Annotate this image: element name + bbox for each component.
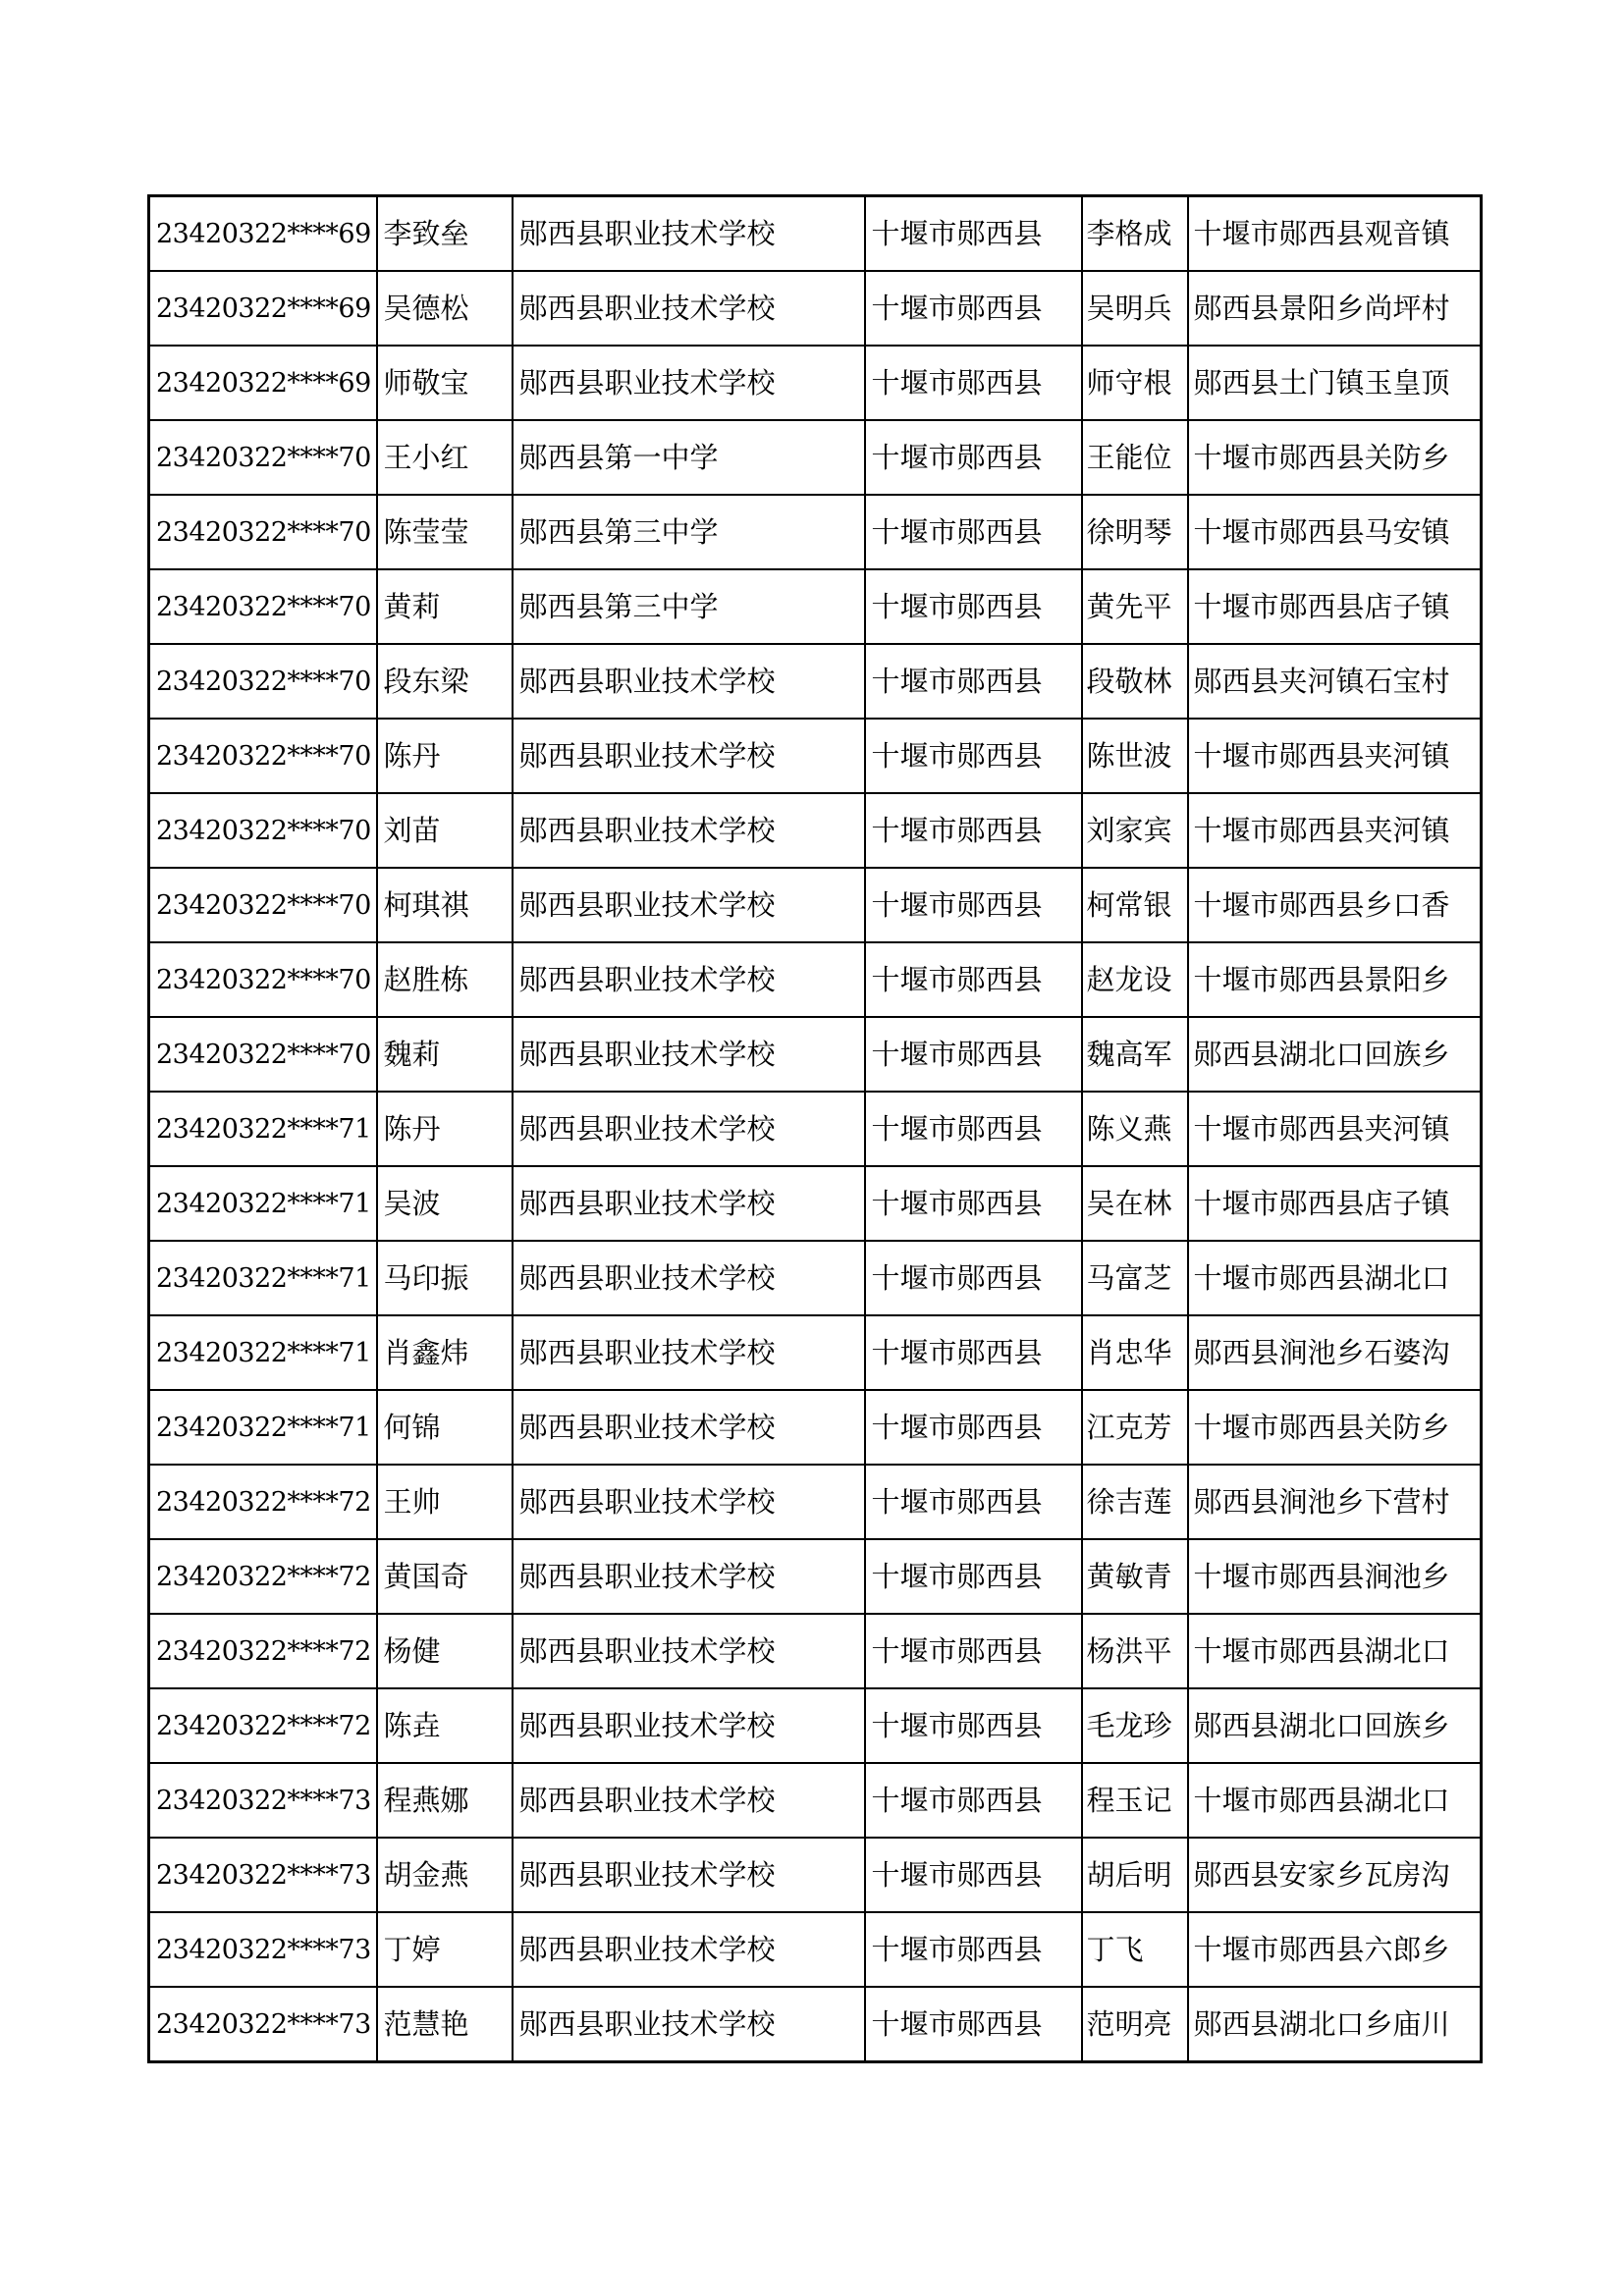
cell-school-name: 郧西县职业技术学校 <box>513 1166 865 1241</box>
cell-home-address: 郧西县湖北口回族乡 <box>1188 1017 1482 1092</box>
cell-region: 十堰市郧西县 <box>865 1166 1082 1241</box>
cell-school-name: 郧西县职业技术学校 <box>513 1838 865 1912</box>
cell-student-name: 魏莉 <box>377 1017 513 1092</box>
cell-home-address: 十堰市郧西县关防乡 <box>1188 1390 1482 1465</box>
cell-id-number: 23420322****70 <box>149 793 377 868</box>
cell-student-name: 丁婷 <box>377 1912 513 1987</box>
table-row <box>149 1017 1482 1092</box>
roster-body <box>149 196 1482 2062</box>
cell-region: 十堰市郧西县 <box>865 793 1082 868</box>
table-row <box>149 1912 1482 1987</box>
cell-id-number: 23420322****72 <box>149 1614 377 1688</box>
cell-school-name: 郧西县职业技术学校 <box>513 1092 865 1166</box>
cell-region: 十堰市郧西县 <box>865 271 1082 346</box>
cell-guardian-name: 范明亮 <box>1082 1987 1188 2062</box>
cell-home-address: 郧西县夹河镇石宝村 <box>1188 644 1482 719</box>
cell-school-name: 郧西县职业技术学校 <box>513 1241 865 1315</box>
cell-student-name: 陈丹 <box>377 719 513 793</box>
cell-region: 十堰市郧西县 <box>865 495 1082 569</box>
cell-home-address: 十堰市郧西县湖北口 <box>1188 1763 1482 1838</box>
cell-id-number: 23420322****70 <box>149 942 377 1017</box>
cell-id-number: 23420322****69 <box>149 271 377 346</box>
table-row <box>149 1987 1482 2062</box>
cell-guardian-name: 江克芳 <box>1082 1390 1188 1465</box>
cell-region: 十堰市郧西县 <box>865 1315 1082 1390</box>
cell-guardian-name: 柯常银 <box>1082 868 1188 942</box>
cell-id-number: 23420322****70 <box>149 495 377 569</box>
cell-school-name: 郧西县职业技术学校 <box>513 868 865 942</box>
cell-region: 十堰市郧西县 <box>865 1465 1082 1539</box>
table-row <box>149 346 1482 420</box>
table-row <box>149 1763 1482 1838</box>
cell-school-name: 郧西县职业技术学校 <box>513 1987 865 2062</box>
cell-school-name: 郧西县职业技术学校 <box>513 271 865 346</box>
cell-home-address: 十堰市郧西县湖北口 <box>1188 1241 1482 1315</box>
table-row <box>149 793 1482 868</box>
cell-home-address: 十堰市郧西县店子镇 <box>1188 569 1482 644</box>
cell-region: 十堰市郧西县 <box>865 1017 1082 1092</box>
cell-region: 十堰市郧西县 <box>865 1912 1082 1987</box>
table-row <box>149 1390 1482 1465</box>
cell-id-number: 23420322****70 <box>149 569 377 644</box>
cell-home-address: 十堰市郧西县夹河镇 <box>1188 719 1482 793</box>
cell-id-number: 23420322****69 <box>149 346 377 420</box>
cell-id-number: 23420322****71 <box>149 1166 377 1241</box>
cell-student-name: 赵胜栋 <box>377 942 513 1017</box>
cell-student-name: 范慧艳 <box>377 1987 513 2062</box>
cell-student-name: 肖鑫炜 <box>377 1315 513 1390</box>
cell-guardian-name: 黄先平 <box>1082 569 1188 644</box>
cell-region: 十堰市郧西县 <box>865 569 1082 644</box>
cell-home-address: 郧西县湖北口回族乡 <box>1188 1688 1482 1763</box>
student-roster-table-container <box>147 194 1483 2063</box>
cell-student-name: 柯琪祺 <box>377 868 513 942</box>
cell-id-number: 23420322****71 <box>149 1241 377 1315</box>
table-row <box>149 942 1482 1017</box>
cell-school-name: 郧西县职业技术学校 <box>513 196 865 272</box>
cell-region: 十堰市郧西县 <box>865 196 1082 272</box>
cell-school-name: 郧西县职业技术学校 <box>513 1465 865 1539</box>
cell-id-number: 23420322****73 <box>149 1763 377 1838</box>
cell-home-address: 十堰市郧西县乡口香 <box>1188 868 1482 942</box>
cell-student-name: 陈丹 <box>377 1092 513 1166</box>
cell-school-name: 郧西县第三中学 <box>513 569 865 644</box>
table-row <box>149 196 1482 272</box>
cell-school-name: 郧西县职业技术学校 <box>513 942 865 1017</box>
cell-school-name: 郧西县职业技术学校 <box>513 793 865 868</box>
cell-id-number: 23420322****73 <box>149 1912 377 1987</box>
cell-guardian-name: 魏高军 <box>1082 1017 1188 1092</box>
cell-region: 十堰市郧西县 <box>865 719 1082 793</box>
cell-school-name: 郧西县职业技术学校 <box>513 1390 865 1465</box>
cell-student-name: 陈垚 <box>377 1688 513 1763</box>
cell-guardian-name: 陈义燕 <box>1082 1092 1188 1166</box>
cell-school-name: 郧西县职业技术学校 <box>513 1912 865 1987</box>
cell-id-number: 23420322****71 <box>149 1390 377 1465</box>
cell-guardian-name: 刘家宾 <box>1082 793 1188 868</box>
cell-guardian-name: 徐吉莲 <box>1082 1465 1188 1539</box>
table-row <box>149 868 1482 942</box>
cell-guardian-name: 吴在林 <box>1082 1166 1188 1241</box>
cell-id-number: 23420322****70 <box>149 868 377 942</box>
table-row <box>149 1539 1482 1614</box>
cell-guardian-name: 师守根 <box>1082 346 1188 420</box>
cell-home-address: 十堰市郧西县夹河镇 <box>1188 1092 1482 1166</box>
cell-region: 十堰市郧西县 <box>865 1763 1082 1838</box>
cell-student-name: 何锦 <box>377 1390 513 1465</box>
cell-guardian-name: 胡后明 <box>1082 1838 1188 1912</box>
table-row <box>149 1838 1482 1912</box>
cell-school-name: 郧西县职业技术学校 <box>513 1017 865 1092</box>
cell-id-number: 23420322****72 <box>149 1539 377 1614</box>
cell-home-address: 郧西县湖北口乡庙川 <box>1188 1987 1482 2062</box>
cell-guardian-name: 吴明兵 <box>1082 271 1188 346</box>
cell-region: 十堰市郧西县 <box>865 1390 1082 1465</box>
table-row <box>149 1241 1482 1315</box>
cell-school-name: 郧西县职业技术学校 <box>513 719 865 793</box>
cell-student-name: 师敬宝 <box>377 346 513 420</box>
cell-student-name: 王帅 <box>377 1465 513 1539</box>
cell-region: 十堰市郧西县 <box>865 1688 1082 1763</box>
table-row <box>149 1614 1482 1688</box>
cell-guardian-name: 赵龙设 <box>1082 942 1188 1017</box>
cell-home-address: 十堰市郧西县关防乡 <box>1188 420 1482 495</box>
cell-home-address: 十堰市郧西县店子镇 <box>1188 1166 1482 1241</box>
cell-guardian-name: 李格成 <box>1082 196 1188 272</box>
cell-guardian-name: 王能位 <box>1082 420 1188 495</box>
table-row <box>149 644 1482 719</box>
cell-home-address: 十堰市郧西县夹河镇 <box>1188 793 1482 868</box>
cell-school-name: 郧西县职业技术学校 <box>513 1763 865 1838</box>
cell-id-number: 23420322****69 <box>149 196 377 272</box>
cell-region: 十堰市郧西县 <box>865 868 1082 942</box>
table-row <box>149 1465 1482 1539</box>
cell-home-address: 十堰市郧西县六郎乡 <box>1188 1912 1482 1987</box>
cell-home-address: 十堰市郧西县马安镇 <box>1188 495 1482 569</box>
cell-guardian-name: 陈世波 <box>1082 719 1188 793</box>
cell-region: 十堰市郧西县 <box>865 644 1082 719</box>
cell-student-name: 吴波 <box>377 1166 513 1241</box>
cell-id-number: 23420322****70 <box>149 719 377 793</box>
cell-region: 十堰市郧西县 <box>865 942 1082 1017</box>
cell-guardian-name: 肖忠华 <box>1082 1315 1188 1390</box>
cell-student-name: 吴德松 <box>377 271 513 346</box>
table-row <box>149 569 1482 644</box>
cell-home-address: 郧西县土门镇玉皇顶 <box>1188 346 1482 420</box>
table-row <box>149 495 1482 569</box>
cell-school-name: 郧西县第三中学 <box>513 495 865 569</box>
table-row <box>149 1688 1482 1763</box>
cell-school-name: 郧西县职业技术学校 <box>513 346 865 420</box>
cell-id-number: 23420322****70 <box>149 420 377 495</box>
cell-school-name: 郧西县职业技术学校 <box>513 1688 865 1763</box>
cell-region: 十堰市郧西县 <box>865 1241 1082 1315</box>
table-row <box>149 1166 1482 1241</box>
cell-region: 十堰市郧西县 <box>865 1539 1082 1614</box>
cell-home-address: 十堰市郧西县湖北口 <box>1188 1614 1482 1688</box>
cell-region: 十堰市郧西县 <box>865 1838 1082 1912</box>
cell-region: 十堰市郧西县 <box>865 346 1082 420</box>
cell-id-number: 23420322****73 <box>149 1987 377 2062</box>
cell-student-name: 陈莹莹 <box>377 495 513 569</box>
cell-student-name: 王小红 <box>377 420 513 495</box>
cell-school-name: 郧西县职业技术学校 <box>513 644 865 719</box>
cell-guardian-name: 段敬林 <box>1082 644 1188 719</box>
table-row <box>149 1315 1482 1390</box>
cell-guardian-name: 徐明琴 <box>1082 495 1188 569</box>
cell-id-number: 23420322****72 <box>149 1465 377 1539</box>
table-row <box>149 420 1482 495</box>
cell-id-number: 23420322****70 <box>149 1017 377 1092</box>
cell-home-address: 十堰市郧西县涧池乡 <box>1188 1539 1482 1614</box>
cell-school-name: 郧西县第一中学 <box>513 420 865 495</box>
cell-guardian-name: 丁飞 <box>1082 1912 1188 1987</box>
cell-id-number: 23420322****71 <box>149 1092 377 1166</box>
cell-student-name: 杨健 <box>377 1614 513 1688</box>
cell-id-number: 23420322****70 <box>149 644 377 719</box>
cell-home-address: 郧西县涧池乡下营村 <box>1188 1465 1482 1539</box>
cell-guardian-name: 马富芝 <box>1082 1241 1188 1315</box>
cell-student-name: 胡金燕 <box>377 1838 513 1912</box>
cell-student-name: 程燕娜 <box>377 1763 513 1838</box>
cell-region: 十堰市郧西县 <box>865 1092 1082 1166</box>
cell-guardian-name: 程玉记 <box>1082 1763 1188 1838</box>
cell-id-number: 23420322****72 <box>149 1688 377 1763</box>
cell-home-address: 十堰市郧西县景阳乡 <box>1188 942 1482 1017</box>
cell-home-address: 郧西县景阳乡尚坪村 <box>1188 271 1482 346</box>
cell-guardian-name: 毛龙珍 <box>1082 1688 1188 1763</box>
cell-school-name: 郧西县职业技术学校 <box>513 1539 865 1614</box>
cell-student-name: 黄国奇 <box>377 1539 513 1614</box>
cell-student-name: 刘苗 <box>377 793 513 868</box>
cell-region: 十堰市郧西县 <box>865 1987 1082 2062</box>
cell-student-name: 段东梁 <box>377 644 513 719</box>
cell-home-address: 十堰市郧西县观音镇 <box>1188 196 1482 272</box>
cell-school-name: 郧西县职业技术学校 <box>513 1315 865 1390</box>
cell-student-name: 黄莉 <box>377 569 513 644</box>
cell-id-number: 23420322****71 <box>149 1315 377 1390</box>
cell-home-address: 郧西县涧池乡石婆沟 <box>1188 1315 1482 1390</box>
table-row <box>149 719 1482 793</box>
cell-guardian-name: 黄敏青 <box>1082 1539 1188 1614</box>
cell-region: 十堰市郧西县 <box>865 420 1082 495</box>
cell-guardian-name: 杨洪平 <box>1082 1614 1188 1688</box>
cell-student-name: 李致垒 <box>377 196 513 272</box>
cell-home-address: 郧西县安家乡瓦房沟 <box>1188 1838 1482 1912</box>
cell-school-name: 郧西县职业技术学校 <box>513 1614 865 1688</box>
student-roster-table <box>147 194 1483 2063</box>
table-row <box>149 271 1482 346</box>
table-row <box>149 1092 1482 1166</box>
cell-region: 十堰市郧西县 <box>865 1614 1082 1688</box>
cell-student-name: 马印振 <box>377 1241 513 1315</box>
cell-id-number: 23420322****73 <box>149 1838 377 1912</box>
